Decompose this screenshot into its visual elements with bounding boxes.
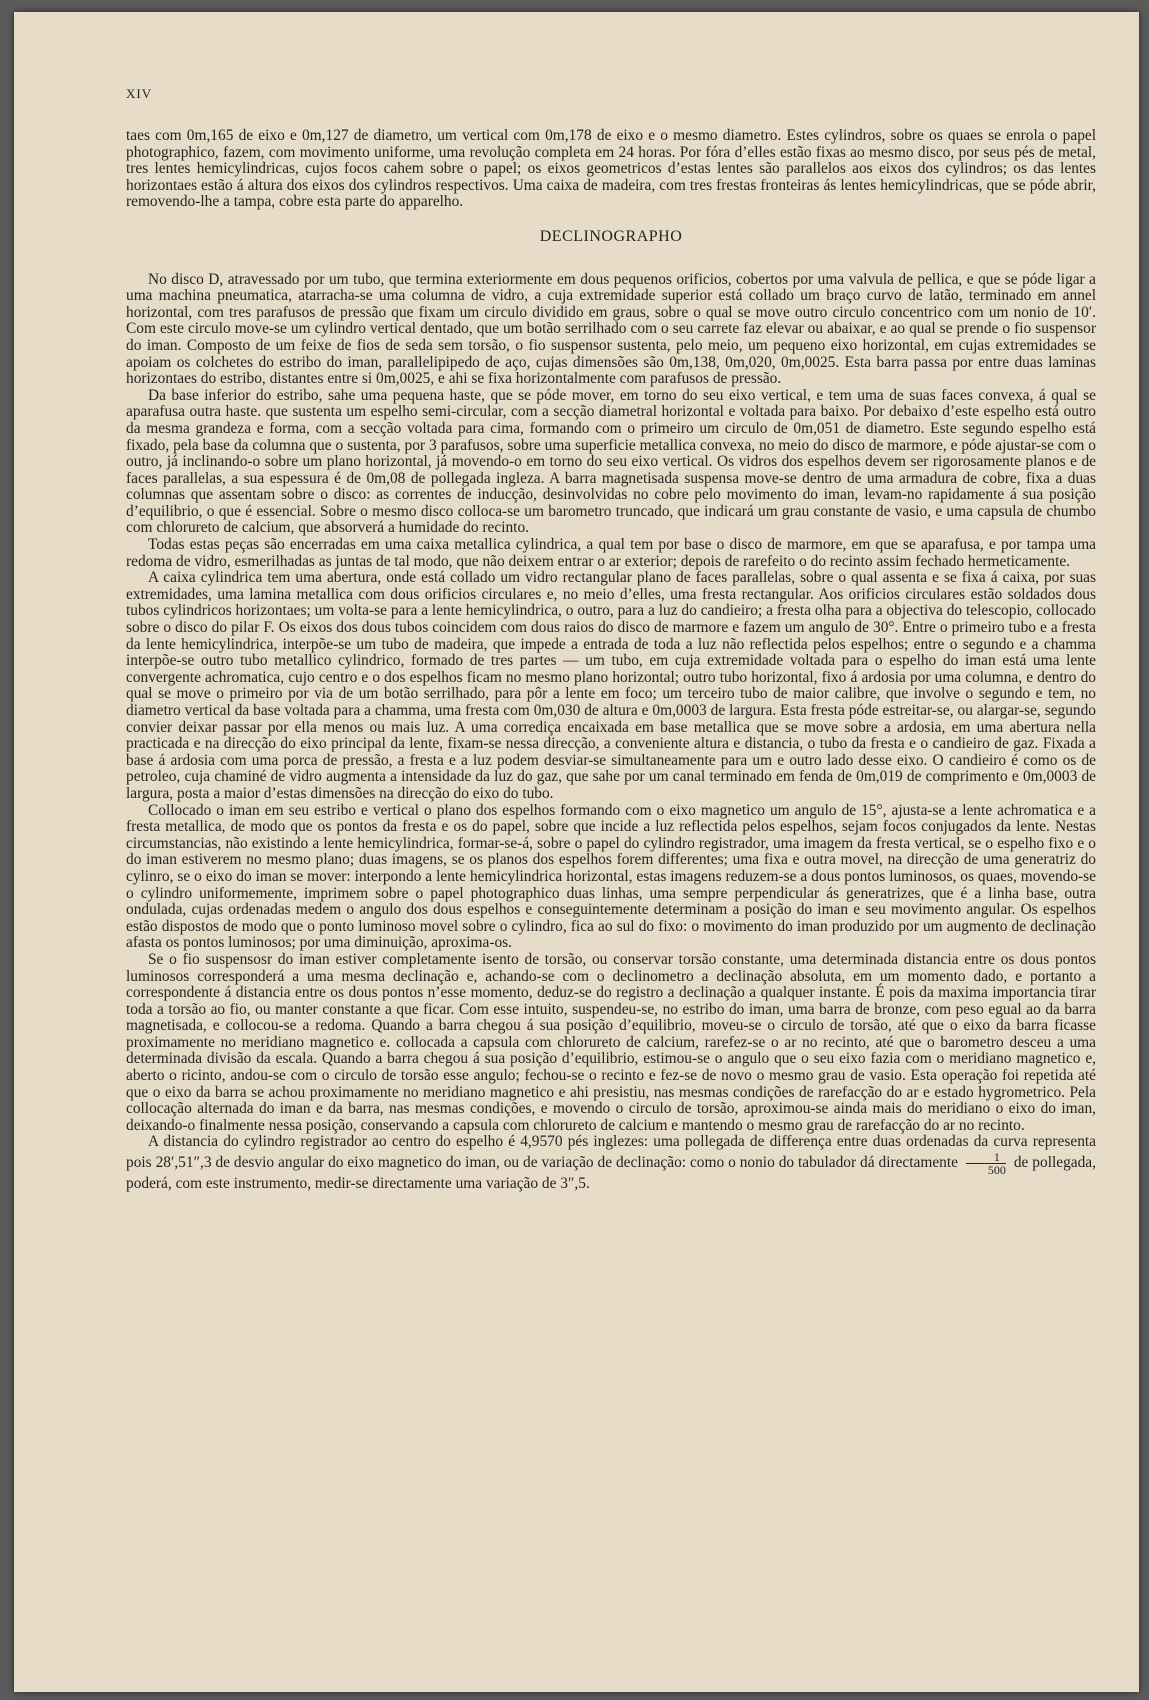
paragraph: Todas estas peças são encerradas em uma caixa metallica cylindrica, a qual tem por base o disco de marmore, em que se aparafusa, e por tampa uma redoma de vidro, esmerilhadas as juntas de tal modo, que não deixem entrar o ar exterior; depois de rarefeito o do recinto assim fechado hermeticamente.: [126, 536, 1096, 570]
section-title: DECLINOGRAPHO: [539, 227, 683, 245]
fraction-denominator: 500: [987, 1163, 1006, 1178]
page-number: XIV: [126, 86, 153, 101]
fraction: [966, 1151, 1006, 1176]
paragraph: A caixa cylindrica tem uma abertura, onde está collado um vidro rectangular plano de faces parallelas, sobre o qual assenta e se fixa á caixa, por suas extremidades, uma lamina metallica com dous orificios circulares e, no meio d’elles, uma fresta rectangular. Aos orificios circulares estão soldados dous tubos cylindricos horizontaes; um volta-se para a lente hemicylindrica, o outro, para a luz do candieiro; a fresta olha para a objectiva do telescopio, collocado sobre o disco do pilar F. Os eixos dos dous tubos coincidem com dous raios do disco de marmore e fazem um angulo de 30°. Entre o primeiro tubo e a fresta da lente hemicylindrica, interpõe-se um tubo de madeira, que impede a entrada de toda a luz não reflectida pelos espelhos; entre o segundo e a chamma interpõe-se outro tubo metallico cylindrico, formado de tres partes — um tubo, em cuja extremidade voltada para o espelho do iman está uma lente convergente achromatica, cujo centro e o dos espelhos ficam no mesmo plano horizontal; outro tubo horizontal, fixo á ardosia por uma columna, e dentro do qual se move o primeiro por via de um botão serrilhado, para pôr a lente em foco; um terceiro tubo de maior calibre, que involve o segundo e tem, no diametro vertical da base voltada para a chamma, uma fresta com 0m,030 de altura e 0m,0003 de largura. Esta fresta póde estreitar-se, ou alargar-se, segundo convier deixar passar por ella menos ou mais luz. A uma corrediça encaixada em base metallica que se move sobre a ardosia, em uma abertura nella practicada e na direcção do eixo principal da lente, fixam-se nessa direcção, a conveniente altura e distancia, o tubo da fresta e o candieiro de gaz. Fixada a base á ardosia com uma porca de pressão, a fresta e a luz podem desviar-se simultaneamente para um e outro lado desse eixo. O candieiro é como os de petroleo, cuja chaminé de vidro augmenta a intensidade da luz do gaz, que sahe por um canal terminado em fenda de 0m,019 de comprimento e 0m,0003 de largura, posta a maior d’estas dimensões na direcção do eixo do tubo.: [126, 569, 1096, 802]
final-paragraph: [126, 1134, 1096, 1192]
final-text-after: de pollegada, poderá, com este instrumento, medir-se directamente uma variação de 3″,5.: [126, 1154, 1096, 1193]
fraction-numerator: 1: [966, 1151, 1006, 1164]
body-text: [126, 128, 1096, 1193]
document-page: [14, 12, 1139, 1692]
paragraph: Da base inferior do estribo, sahe uma pequena haste, que se póde mover, em torno do seu eixo vertical, e tem uma de suas faces convexa, á qual se aparafusa outra haste. que sustenta um espelho semi-circular, com a secção diametral horizontal e voltada para baixo. Por debaixo d’este espelho está outro da mesma grandeza e forma, com a secção voltada para cima, formando com o primeiro um circulo de 0m,051 de diametro. Este segundo espelho está fixado, pela base da columna que o sustenta, por 3 parafusos, sobre uma superficie metallica convexa, no meio do disco de marmore, e póde ajustar-se com o outro, já inclinando-o sobre um plano horizontal, já movendo-o em torno do seu eixo vertical. Os vidros dos espelhos devem ser rigorosamente planos e de faces parallelas, a sua espessura é de 0m,08 de pollegada ingleza. A barra magnetisada suspensa move-se dentro de uma armadura de cobre, fixa a duas columnas que assentam sobre o disco: as correntes de inducção, desinvolvidas no cobre pelo movimento do iman, levam-no rapidamente á sua posição d’equilibrio, o que é essencial. Sobre o mesmo disco colloca-se um barometro truncado, que indicará um grau constante de vasio, e uma capsula de chumbo com chlorureto de calcium, que absorverá a humidade do recinto.: [126, 386, 1096, 537]
paragraph: Se o fio suspensosr do iman estiver completamente isento de torsão, ou conservar torsão constante, uma determinada distancia entre os dous pontos luminosos corresponderá a uma mesma declinação e, achando-se com o declinometro a declinação absoluta, em um momento dado, e portanto a correspondente á distancia entre os dous pontos n’esse momento, deduz-se do registro a declinação a qualquer instante. É pois da maxima importancia tirar toda a torsão ao fio, ou manter constante a que ficar. Com esse intuito, suspendeu-se, no estribo do iman, uma barra de bronze, com peso egual ao da barra magnetisada, e collocou-se a redoma. Quando a barra chegou á sua posição d’equilibrio, moveu-se o circulo de torsão, até que o eixo da barra ficasse proximamente no meridiano magnetico e. collocada a capsula com chlorureto de calcium, rarefez-se o ar no recinto, até que o barometro desceu a uma determinada divisão da escala. Quando a barra chegou á sua posição d’equilibrio, estimou-se o angulo que o seu eixo fazia com o meridiano magnetico e, aberto o ricinto, andou-se com o circulo de torsão esse angulo; fechou-se o recinto e fez-se de novo o mesmo grau de vasio. Esta operação foi repetida até que o eixo da barra se achou proximamente no meridiano magnetico e ahi presistiu, nas mesmas condições de rarefacção do ar e estado hygrometrico. Pela collocação alternada do iman e da barra, nas mesmas condições, e movendo o circulo de torsão, aproximou-se ainda mais do meridiano o eixo do iman, deixando-o finalmente nessa posição, conservando a capsula com chlorureto de calcium e mantendo o mesmo grau de rarefacção do ar no recinto.: [126, 950, 1096, 1134]
final-text-before: A distancia do cylindro registrador ao centro do espelho é 4,9570 pés inglezes: uma pollegada de differença entre duas ordenadas da curva representa pois 28′,51″,3 de desvio angular do eixo magnetico do iman, ou de variação de declinação: como o nonio do tabulador dá directamente: [126, 1133, 1096, 1172]
intro-paragraph: taes com 0m,165 de eixo e 0m,127 de diametro, um vertical com 0m,178 de eixo e o mesmo diametro. Estes cylindros, sobre os quaes se enrola o papel photographico, fazem, com movimento uniforme, uma revolução completa em 24 horas. Por fóra d’elles estão fixas ao mesmo disco, por seus pés de metal, tres lentes hemicylindricas, cujos focos cahem sobre o papel; os eixos geometricos d’estas lentes são parallelos aos eixos dos cylindros; os das lentes horizontaes estão á altura dos eixos dos cylindros respectivos. Uma caixa de madeira, com tres frestas fronteiras ás lentes hemicylindricas, que se póde abrir, removendo-lhe a tampa, cobre esta parte do apparelho.: [126, 127, 1096, 211]
paragraph: Collocado o iman em seu estribo e vertical o plano dos espelhos formando com o eixo magnetico um angulo de 15°, ajusta-se a lente achromatica e a fresta metallica, de modo que os pontos da fresta e os do papel, sobre que incide a luz reflectida pelos espelhos, sejam focos conjugados da lente. Nestas circumstancias, não existindo a lente hemicylindrica, formar-se-á, sobre o papel do cylindro registrador, uma imagem da fresta vertical, se o espelho fixo e o do iman estiverem no mesmo plano; duas imagens, se os planos dos espelhos forem differentes; uma fixa e outra movel, na direcção de uma generatriz do cylinro, se o eixo do iman se mover: interpondo a lente hemicylindrica horizontal, estas imagens reduzem-se a dous pontos luminosos, os quaes, movendo-se o cylindro uniformemente, imprimem sobre o papel photographico duas linhas, uma sempre perpendicular ás generatrizes, que é a linha base, outra ondulada, cujas ordenadas medem o angulo dos dous espelhos e conseguintemente determinam a posição do iman e seu movimento angular. Os espelhos estão dispostos de modo que o ponto luminoso movel sobre o cylindro, fica ao sul do fixo: o movimento do iman produzido por um augmento de declinação afasta os pontos luminosos; por uma diminuição, aproxima-os.: [126, 801, 1096, 952]
paragraph: No disco D, atravessado por um tubo, que termina exteriormente em dous pequenos orificios, cobertos por uma valvula de pellica, e que se póde ligar a uma machina pneumatica, atarracha-se uma columna de vidro, a cuja extremidade superior está collado um braço curvo de latão, terminado em annel horizontal, com tres parafusos de pressão que fixam um circulo dividido em graus, sobre o qual se move outro circulo concentrico com um nonio de 10′. Com este circulo move-se um cylindro vertical dentado, que um botão serrilhado com o seu carrete faz elevar ou abaixar, e ao qual se prende o fio suspensor do iman. Composto de um feixe de fios de seda sem torsão, o fio suspensor sustenta, pelo meio, um pequeno eixo horizontal, em cujas extremidades se apoiam os colchetes do estribo do iman, parallelipipedo de aço, cujas dimensões são 0m,138, 0m,020, 0m,0025. Esta barra passa por entre duas laminas horizontaes do estribo, distantes entre si 0m,0025, e ahi se fixa horizontalmente com parafusos de pressão.: [126, 270, 1096, 388]
